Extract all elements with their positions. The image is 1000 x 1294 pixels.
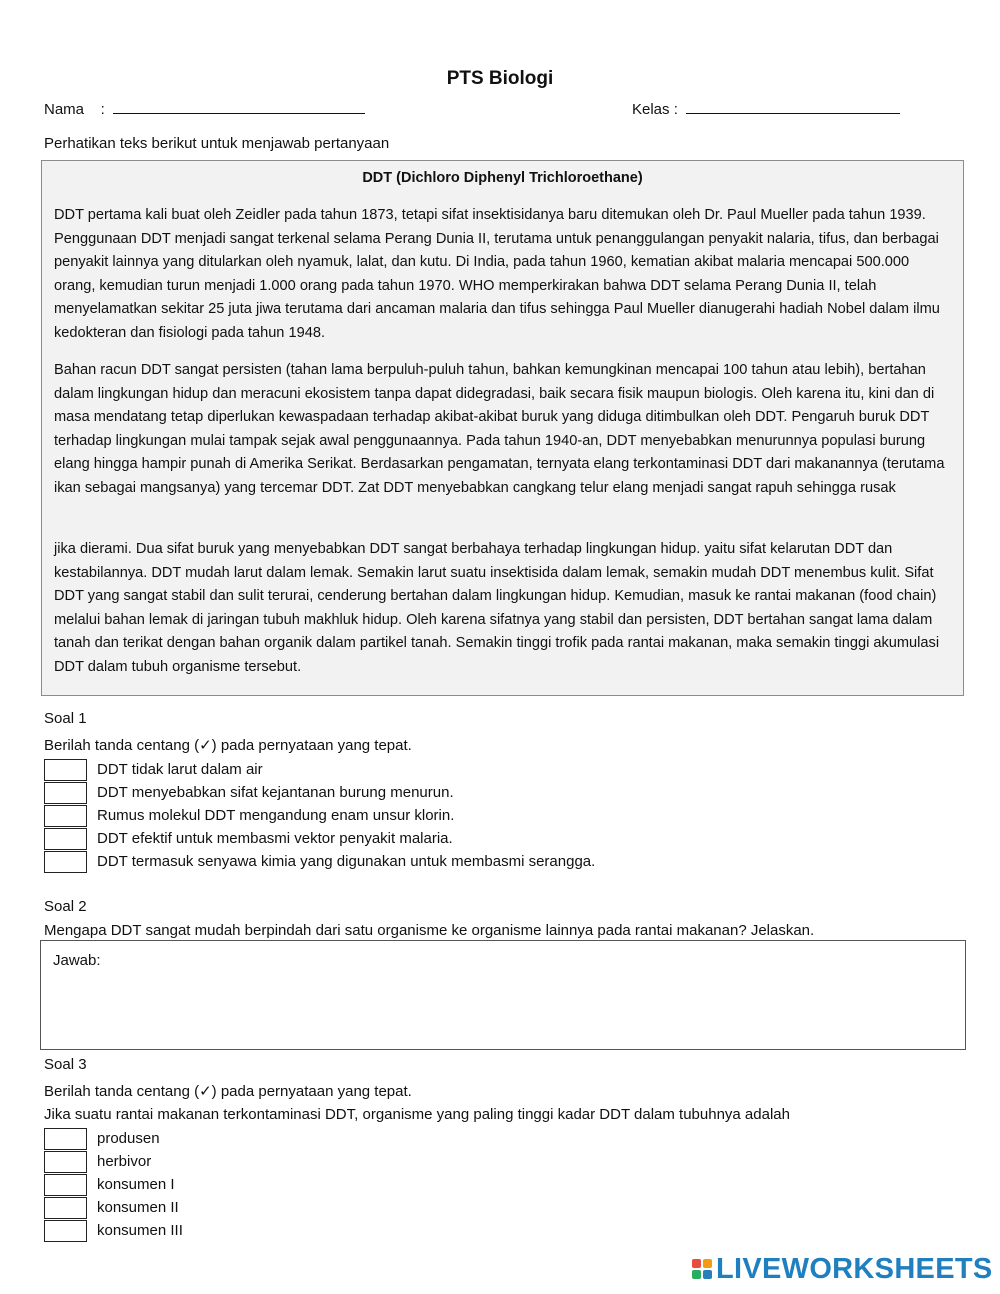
checkbox[interactable] — [44, 782, 87, 804]
option-label: konsumen III — [97, 1222, 183, 1239]
page-title: PTS Biologi — [446, 68, 554, 89]
logo-square — [703, 1259, 712, 1268]
checkbox[interactable] — [44, 1220, 87, 1242]
logo-mark-icon — [692, 1259, 712, 1279]
passage-paragraph-3: jika dierami. Dua sifat buruk yang menyebabkan DDT sangat berbahaya terhadap lingkungan hidup. yaitu sifat kelarutan DDT dan kestabilannya. DDT mudah larut dalam lemak. Semakin larut suatu insektisida dalam lemak, semakin mudah DDT menembus kulit. Sifat DDT yang sangat stabil dan sulit terurai, cenderung bertahan dalam lingkungan hidup. Kemudian, masuk ke rantai makanan (food chain) melalui bahan lemak di jaringan tubuh makhluk hidup. Oleh karena sifatnya yang stabil dan persisten, DDT bertahan sangat lama dalam tanah dan terikat dengan bahan organik dalam partikel tanah. Semakin tinggi trofik pada rantai makanan, maka semakin tinggi akumulasi DDT dalam tubuh organisme tersebut. — [54, 541, 940, 675]
option-label: Rumus molekul DDT mengandung enam unsur klorin. — [97, 807, 455, 824]
intro-text: Perhatikan teks berikut untuk menjawab pertanyaan — [44, 135, 390, 152]
checkbox[interactable] — [44, 759, 87, 781]
option-label: DDT menyebabkan sifat kejantanan burung menurun. — [97, 784, 454, 801]
passage-paragraph-1: DDT pertama kali buat oleh Zeidler pada tahun 1873, tetapi sifat insektisidanya baru ditemukan oleh Dr. Paul Mueller pada tahun 1939. Penggunaan DDT menjadi sangat terkenal selama Perang Dunia II, terutama untuk penanggulangan penyakit nalaria, tifus, dan berbagai penyakit lainnya yang ditularkan oleh nyamuk, lalat, dan kutu. Di India, pada tahun 1960, kematian akibat malaria mencapai 500.000 orang, kemudian turun menjadi 1.000 orang pada tahun 1970. WHO memperkirakan bahwa DDT selama Perang Dunia II, telah menyelamatkan sekitar 25 juta jiwa terutama dari ancaman malaria dan tifus sehingga Paul Mueller dianugerahi hadiah Nobel dalam ilmu kedokteran dan fisiologi pada tahun 1948. — [54, 207, 940, 341]
checkbox[interactable] — [44, 1197, 87, 1219]
option-label: DDT termasuk senyawa kimia yang digunakan untuk membasmi serangga. — [97, 853, 596, 870]
nama-label: Nama : — [44, 101, 105, 118]
answer-label: Jawab: — [53, 952, 101, 969]
option-label: produsen — [97, 1130, 160, 1147]
kelas-label: Kelas : — [632, 101, 678, 118]
checkbox[interactable] — [44, 1151, 87, 1173]
soal3-question: Jika suatu rantai makanan terkontaminasi DDT, organisme yang paling tinggi kadar DDT dalam tubuhnya adalah — [44, 1106, 790, 1123]
checkbox[interactable] — [44, 1128, 87, 1150]
soal1-instruction: Berilah tanda centang (✓) pada pernyataan yang tepat. — [44, 737, 412, 754]
logo-square — [703, 1270, 712, 1279]
soal2-answer-box — [40, 940, 966, 1050]
soal2-label: Soal 2 — [44, 898, 87, 915]
nama-input-line[interactable] — [113, 99, 365, 114]
logo-square — [692, 1270, 701, 1279]
option-label: herbivor — [97, 1153, 152, 1170]
checkbox[interactable] — [44, 828, 87, 850]
passage-paragraph-2: Bahan racun DDT sangat persisten (tahan lama berpuluh-puluh tahun, bahkan kemungkinan mencapai 100 tahun atau lebih), bertahan dalam lingkungan hidup dan meracuni ekosistem tanpa dapat didegradasi, baik secara fisik maupun biologis. Oleh karena itu, kini dan di masa mendatang tetap diperlukan kewaspadaan terhadap akibat-akibat buruk yang diduga ditimbulkan oleh DDT. Pengaruh buruk DDT terhadap lingkungan mulai tampak sejak awal penggunaannya. Pada tahun 1940-an, DDT menyebabkan menurunnya populasi burung elang hingga hampir punah di Amerika Serikat. Berdasarkan pengamatan, ternyata elang terkontaminasi DDT dari makanannya (terutama ikan sebagai mangsanya) yang tercemar DDT. Zat DDT menyebabkan cangkang telur elang menjadi sangat rapuh sehingga rusak — [54, 362, 945, 496]
soal1-label: Soal 1 — [44, 710, 87, 727]
option-label: konsumen I — [97, 1176, 175, 1193]
logo-square — [692, 1259, 701, 1268]
soal2-question: Mengapa DDT sangat mudah berpindah dari satu organisme ke organisme lainnya pada rantai makanan? Jelaskan. — [44, 922, 815, 939]
soal3-instruction: Berilah tanda centang (✓) pada pernyataan yang tepat. — [44, 1083, 412, 1100]
passage-title: DDT (Dichloro Diphenyl Trichloroethane) — [362, 170, 643, 186]
checkbox[interactable] — [44, 1174, 87, 1196]
option-label: DDT tidak larut dalam air — [97, 761, 263, 778]
logo-text: LIVEWORKSHEETS — [716, 1252, 993, 1285]
nama-field — [44, 99, 365, 118]
option-label: konsumen II — [97, 1199, 179, 1216]
option-label: DDT efektif untuk membasmi vektor penyakit malaria. — [97, 830, 453, 847]
reading-passage-box — [41, 160, 964, 696]
checkbox[interactable] — [44, 805, 87, 827]
kelas-field — [632, 99, 900, 118]
liveworksheets-logo — [692, 1252, 993, 1285]
answer-input[interactable] — [51, 975, 955, 1047]
kelas-input-line[interactable] — [686, 99, 900, 114]
soal3-label: Soal 3 — [44, 1056, 87, 1073]
checkbox[interactable] — [44, 851, 87, 873]
